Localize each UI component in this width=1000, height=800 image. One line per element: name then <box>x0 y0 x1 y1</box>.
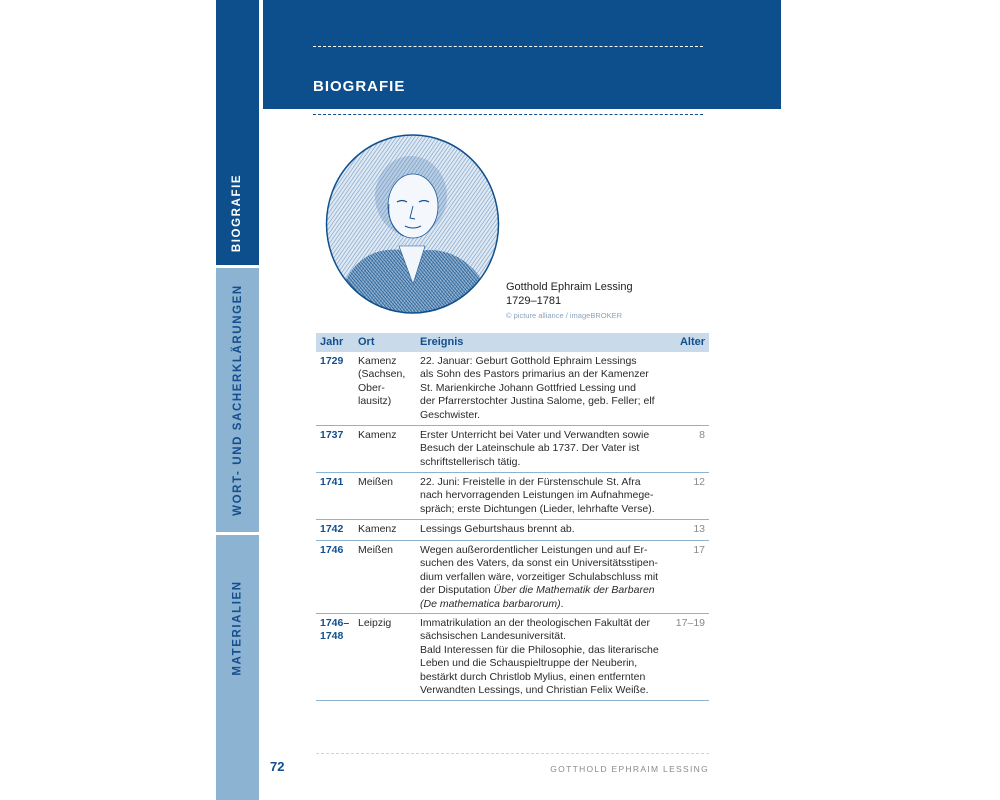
row-age: 12 <box>693 476 705 488</box>
row-event: 22. Juni: Freistelle in der Fürstenschule St. Afra nach hervorragenden Leistungen im Aufnahmege- spräch; erste Dichtungen (Lieder, lehrhafte Verse). <box>420 476 655 515</box>
header-bottom-dash <box>313 114 703 115</box>
page-number: 72 <box>270 759 285 774</box>
tab-biografie-label: BIOGRAFIE <box>231 173 244 252</box>
disputation-title: Über die Mathematik der Barbaren <box>493 584 655 597</box>
row-event: Lessings Geburtshaus brennt ab. <box>420 523 575 535</box>
table-row <box>316 473 709 520</box>
disputation-latin-title: (De mathematica barbarorum) <box>420 597 561 610</box>
row-age: 17 <box>693 544 705 556</box>
header-top-dash <box>313 46 703 47</box>
tab-wort-label: WORT- UND SACHERKLÄRUNGEN <box>231 284 244 516</box>
table-row <box>316 352 709 426</box>
footer-dash <box>316 753 709 754</box>
table-header <box>316 333 709 352</box>
portrait-image <box>325 134 500 314</box>
row-age: 13 <box>693 523 705 535</box>
tab-biografie[interactable] <box>216 0 259 265</box>
page-title: BIOGRAFIE <box>313 78 406 95</box>
portrait-caption-years: 1729–1781 <box>506 295 562 307</box>
row-year: 1741 <box>320 476 344 488</box>
header-event: Ereignis <box>420 336 464 348</box>
header-year: Jahr <box>320 336 344 348</box>
row-age: 17–19 <box>675 617 705 629</box>
row-year: 1742 <box>320 523 344 535</box>
row-year: 1737 <box>320 429 344 441</box>
header-ort: Ort <box>358 336 375 348</box>
row-age: 8 <box>699 429 705 441</box>
running-head: GOTTHOLD EPHRAIM LESSING <box>550 764 709 774</box>
row-year: 1729 <box>320 355 344 367</box>
row-event: Erster Unterricht bei Vater und Verwandten sowie Besuch der Lateinschule ab 1737. Der Vater ist schriftstellerisch tätig. <box>420 429 650 468</box>
row-ort: Leipzig <box>358 617 392 629</box>
table-row <box>316 520 709 541</box>
row-event: Wegen außerordentlicher Leistungen und auf Er- suchen des Vaters, da sonst ein Universitätsstipen- dium verfallen wäre, vorzeitiger Schulabschluss mit der Disputation Über die Mathematik der Barbaren (De mathematica barbarorum). <box>420 544 659 610</box>
portrait-credit: © picture alliance / imageBROKER <box>506 311 622 320</box>
row-ort: Meißen <box>358 544 394 556</box>
tab-materialien-label: MATERIALIEN <box>231 579 244 676</box>
biography-table <box>316 333 709 701</box>
row-year: 1746 <box>320 544 344 556</box>
row-ort: Kamenz <box>358 523 397 535</box>
row-year: 1746– 1748 <box>320 617 350 643</box>
table-row <box>316 614 709 701</box>
row-ort: Meißen <box>358 476 394 488</box>
row-event: Immatrikulation an der theologischen Fakultät der sächsischen Landesuniversität. Bald Interessen für die Philosophie, das literarische Leben und die Schauspieltruppe der Neuberin, bestärkt durch Christlob Mylius, einen entfernten Verwandten Lessings, und Christian Felix Weiße. <box>420 617 659 697</box>
tab-materialien[interactable] <box>216 535 259 800</box>
table-row <box>316 426 709 473</box>
portrait-caption-name: Gotthold Ephraim Lessing <box>506 281 633 293</box>
row-ort: Kamenz <box>358 429 397 441</box>
row-ort: Kamenz (Sachsen, Ober- lausitz) <box>358 355 406 408</box>
row-event: 22. Januar: Geburt Gotthold Ephraim Lessings als Sohn des Pastors primarius an der Kamenzer St. Marienkirche Johann Gottfried Lessing und der Pfarrerstochter Justina Salome, geb. Feller; elf Geschwister. <box>420 355 655 421</box>
header-age: Alter <box>679 336 705 348</box>
table-row <box>316 541 709 614</box>
tab-wort-und-sacherklaerungen[interactable] <box>216 268 259 532</box>
